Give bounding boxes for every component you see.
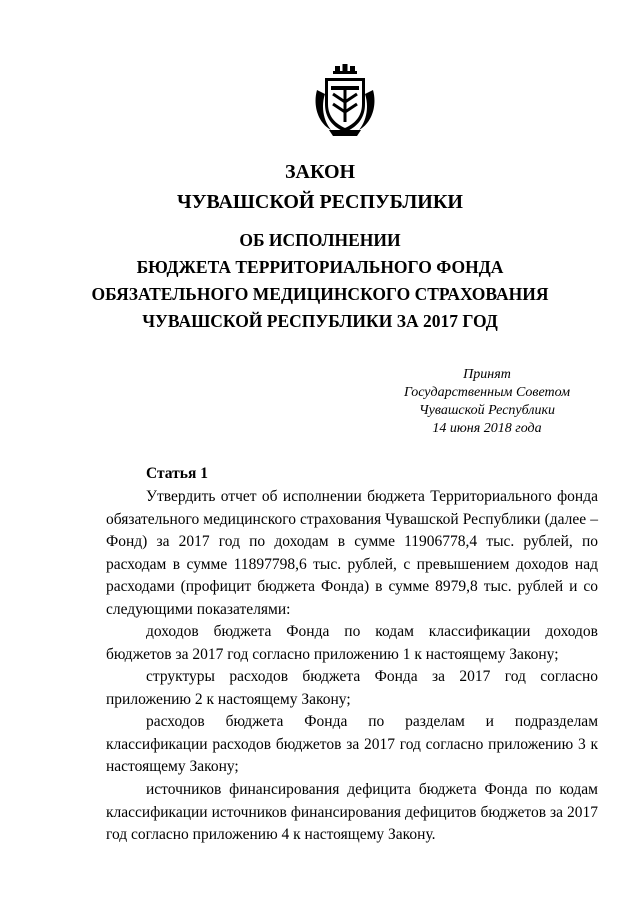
document-title-republic: ЧУВАШСКОЙ РЕСПУБЛИКИ — [177, 191, 463, 213]
article-list-item: доходов бюджета Фонда по кодам классификации доходов бюджетов за 2017 год согласно приложению 1 к настоящему Закону; — [106, 623, 598, 663]
chuvash-republic-emblem-icon — [311, 64, 379, 139]
document-subtitle-line-4: ЧУВАШСКОЙ РЕСПУБЛИКИ ЗА 2017 ГОД — [142, 311, 498, 331]
article-heading: Статья 1 — [146, 465, 208, 482]
adoption-line-republic: Чувашской Республики — [419, 403, 555, 418]
article-list-item: источников финансирования дефицита бюджета Фонда по кодам классификации источников финансирования дефицитов бюджетов за 2017 год согласно приложению 4 к настоящему Закону. — [106, 781, 598, 844]
adoption-line-council: Государственным Советом — [403, 385, 571, 400]
article-list-item: структуры расходов бюджета Фонда за 2017 год согласно приложению 2 к настоящему Закону; — [106, 668, 598, 708]
document-subtitle-line-1: ОБ ИСПОЛНЕНИИ — [239, 230, 401, 250]
document-title: ЗАКОН — [284, 161, 356, 183]
article-list-item: расходов бюджета Фонда по разделам и подразделам классификации расходов бюджетов за 2017 год согласно приложению 3 к настоящему Закону; — [106, 713, 598, 776]
adoption-line-adopted: Принят — [463, 367, 511, 382]
document-subtitle-line-3: ОБЯЗАТЕЛЬНОГО МЕДИЦИНСКОГО СТРАХОВАНИЯ — [91, 284, 549, 304]
document-subtitle-line-2: БЮДЖЕТА ТЕРРИТОРИАЛЬНОГО ФОНДА — [136, 257, 504, 277]
adoption-note — [380, 366, 594, 438]
adoption-line-date: 14 июня 2018 года — [432, 421, 542, 436]
article-main-paragraph: Утвердить отчет об исполнении бюджета Территориального фонда обязательного медицинского страхования Чувашской Республики (далее – Фонд) за 2017 год по доходам в сумме 11906778,4 тыс. рублей, по расходам в сумме 11897798,6 тыс. рублей, с превышением доходов над расходами (профицит бюджета Фонда) в сумме 8979,8 тыс. рублей и со следующими показателями: — [106, 488, 598, 618]
